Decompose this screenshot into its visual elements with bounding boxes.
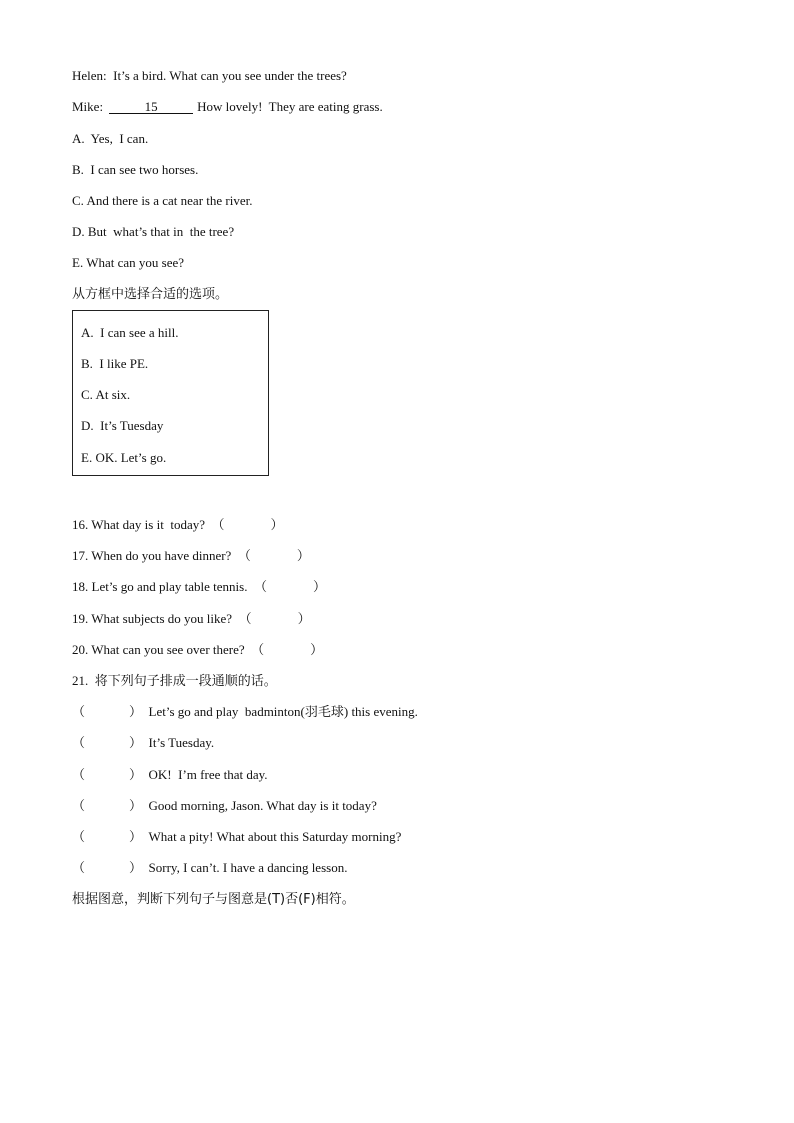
ordering-item: （ ） It’s Tuesday. (72, 735, 215, 751)
section-instruction-judge: 根据图意，判断下列句子与图意是(T)否(F)相符。 (72, 892, 355, 907)
ordering-sentence: Good morning, Jason. What day is it today? (148, 798, 377, 813)
dialogue-helen-line (72, 68, 347, 84)
ordering-sentence: It’s Tuesday. (148, 735, 215, 750)
ordering-item: （ ） Good morning, Jason. What day is it today? (72, 798, 377, 814)
options-box (72, 310, 269, 476)
helen-text: It’s a bird. What can you see under the trees? (113, 68, 347, 83)
ordering-instruction: 将下列句子排成一段通顺的话。 (94, 674, 277, 689)
ordering-sentence: Let’s go and play badminton(羽毛球) this evening. (148, 704, 418, 719)
question-16: 16. What day is it today? （ ） (72, 517, 284, 533)
question-19: 19. What subjects do you like? （ ） (72, 611, 311, 627)
question-18: 18. Let’s go and play table tennis. （ ） (72, 579, 326, 595)
question-17: 17. When do you have dinner? （ ） (72, 548, 310, 564)
ordering-item: （ ） OK! I’m free that day. (72, 767, 268, 783)
question-21-header (72, 673, 277, 690)
question-text: 19. What subjects do you like? (72, 611, 233, 626)
box-option-c: C. At six. (81, 387, 131, 402)
box-option-a: A. I can see a hill. (81, 325, 179, 340)
section-instruction-box: 从方框中选择合适的选项。 (72, 287, 229, 302)
dialogue-option-c: C. And there is a cat near the river. (72, 193, 253, 208)
box-option-d: D. It’s Tuesday (81, 418, 164, 433)
question-number: 21. (72, 673, 89, 688)
question-text: 18. Let’s go and play table tennis. (72, 579, 248, 594)
dialogue-option-d: D. But what’s that in the tree? (72, 224, 235, 239)
dialogue-option-b: B. I can see two horses. (72, 162, 199, 177)
mike-text: How lovely! They are eating grass. (197, 99, 383, 114)
dialogue-option-a: A. Yes, I can. (72, 131, 149, 146)
dialogue-mike-line (72, 99, 383, 115)
ordering-item: （ ） Sorry, I can’t. I have a dancing lesson. (72, 860, 348, 876)
answer-blank-15[interactable]: 15 (109, 100, 193, 114)
helen-speaker: Helen: (72, 68, 107, 83)
question-text: 20. What can you see over there? (72, 642, 245, 657)
question-text: 17. When do you have dinner? (72, 548, 232, 563)
mike-speaker: Mike: (72, 99, 104, 114)
ordering-sentence: What a pity! What about this Saturday morning? (148, 829, 402, 844)
ordering-item: （ ） What a pity! What about this Saturday morning? (72, 829, 402, 845)
box-option-b: B. I like PE. (81, 356, 149, 371)
dialogue-option-e: E. What can you see? (72, 255, 185, 270)
ordering-item: （ ） Let’s go and play badminton(羽毛球) this evening. (72, 704, 418, 720)
ordering-sentence: OK! I’m free that day. (148, 767, 268, 782)
box-option-e: E. OK. Let’s go. (81, 450, 167, 465)
ordering-sentence: Sorry, I can’t. I have a dancing lesson. (148, 860, 348, 875)
question-text: 16. What day is it today? (72, 517, 205, 532)
question-20: 20. What can you see over there? （ ） (72, 642, 324, 658)
